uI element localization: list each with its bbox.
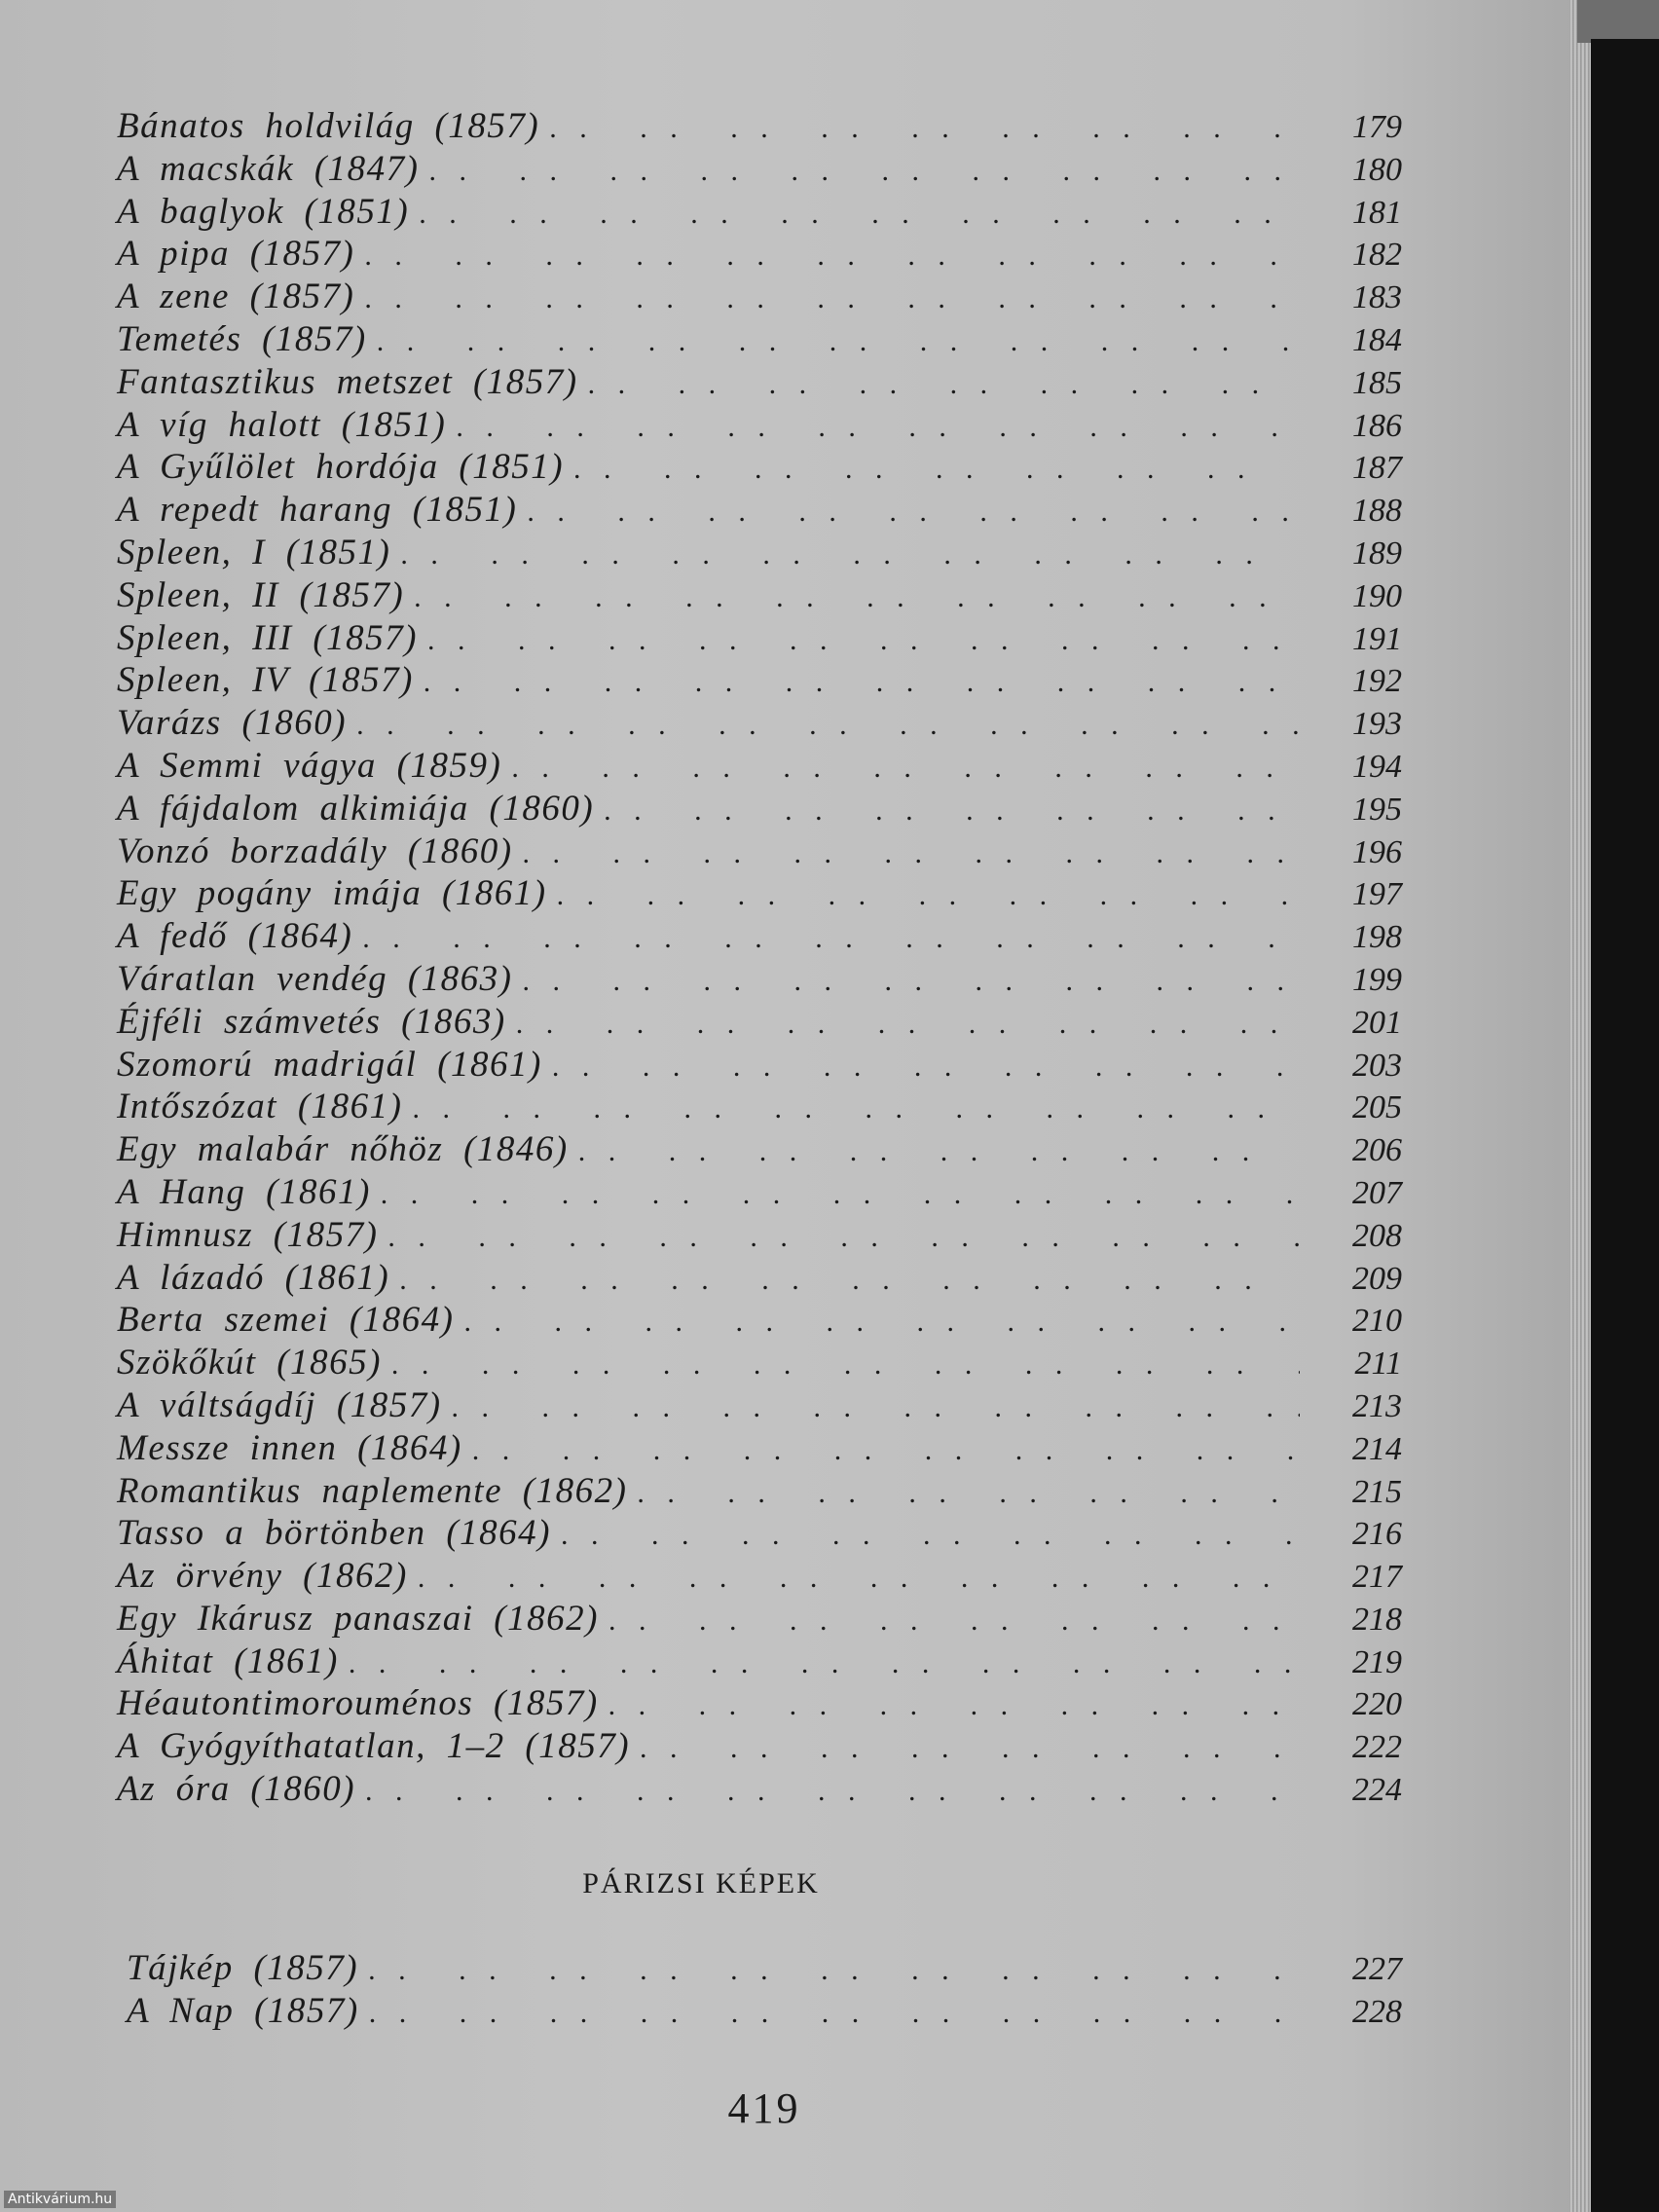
dot-leader [588, 368, 1300, 401]
book-cover-corner [1577, 0, 1659, 43]
toc-entry [117, 1257, 1402, 1300]
toc-entry [117, 1427, 1402, 1470]
toc-entry [117, 830, 1402, 873]
toc-entry-title: Egy malabár nőhöz (1846) [117, 1129, 569, 1170]
toc-entry [127, 1947, 1402, 1990]
dot-leader [522, 965, 1300, 998]
dot-leader [452, 1391, 1300, 1424]
toc-entry [117, 191, 1402, 234]
toc-entry-title: Romantikus naplemente (1862) [117, 1470, 628, 1511]
toc-entry-title: A víg halott (1851) [117, 404, 447, 445]
toc-entry-page: 188 [1352, 493, 1402, 530]
dot-leader [368, 1954, 1300, 1987]
toc-entry-title: A baglyok (1851) [117, 191, 410, 232]
toc-entry [117, 1641, 1402, 1683]
dot-leader [387, 1221, 1300, 1254]
toc-entry-page: 228 [1352, 1993, 1402, 2030]
toc-entry-page: 216 [1352, 1516, 1402, 1553]
toc-entry-page: 199 [1352, 961, 1402, 998]
dot-leader [362, 922, 1300, 955]
toc-entry-title: Fantasztikus metszet (1857) [117, 361, 578, 402]
toc-entry-page: 197 [1352, 876, 1402, 913]
dot-leader [399, 1264, 1300, 1297]
toc-entry [117, 617, 1402, 660]
toc-entry [117, 958, 1402, 1001]
watermark: Antikvárium.hu [4, 2191, 116, 2208]
toc-entry-title: Spleen, IV (1857) [117, 660, 414, 701]
toc-entry-page: 217 [1352, 1559, 1402, 1596]
toc-entry-page: 219 [1352, 1643, 1402, 1680]
toc-entry [117, 318, 1402, 361]
toc-entry-title: Temetés (1857) [117, 318, 367, 359]
toc-entry [117, 1044, 1402, 1087]
dot-leader [608, 1604, 1300, 1638]
toc-entry [117, 745, 1402, 788]
toc-entry-title: Spleen, I (1851) [117, 532, 391, 572]
dot-leader [400, 538, 1300, 571]
toc-entry [117, 361, 1402, 404]
toc-entry [117, 915, 1402, 958]
toc-entry-page: 211 [1354, 1346, 1402, 1382]
toc-entry-page: 181 [1352, 194, 1402, 231]
toc-entry [117, 1470, 1402, 1513]
dot-leader [364, 240, 1300, 273]
toc-entry [117, 1384, 1402, 1427]
toc-entry-title: Spleen, II (1857) [117, 574, 405, 615]
toc-entry-page: 213 [1352, 1387, 1402, 1424]
toc-entry [117, 532, 1402, 574]
toc-entry [117, 659, 1402, 702]
toc-entry-page: 189 [1352, 535, 1402, 571]
toc-entry [117, 233, 1402, 276]
toc-entry-page: 215 [1352, 1473, 1402, 1510]
toc-entry-page: 206 [1352, 1132, 1402, 1169]
dot-leader [527, 496, 1300, 529]
book-spine [1591, 39, 1659, 2212]
toc-entry [117, 489, 1402, 532]
toc-entry-page: 192 [1352, 663, 1402, 700]
toc-entry-title: Az örvény (1862) [117, 1556, 408, 1597]
dot-leader [549, 112, 1300, 145]
toc-entry-page: 182 [1352, 237, 1402, 274]
toc-entry-title: A lázadó (1861) [117, 1257, 390, 1298]
dot-leader [377, 325, 1300, 358]
dot-leader [511, 752, 1300, 785]
dot-leader [640, 1732, 1300, 1765]
toc-entry [117, 105, 1402, 148]
toc-entry-page: 208 [1352, 1217, 1402, 1254]
toc-entry-title: A macskák (1847) [117, 148, 420, 189]
toc-entry-title: A Semmi vágya (1859) [117, 745, 502, 786]
dot-leader [427, 624, 1300, 657]
toc-entry-title: Szomorú madrigál (1861) [117, 1044, 542, 1085]
dot-leader [464, 1306, 1301, 1339]
toc-entry [117, 1086, 1402, 1128]
toc-entry-title: A repedt harang (1851) [117, 490, 518, 531]
toc-entry [117, 1001, 1402, 1044]
toc-entry [117, 872, 1402, 915]
toc-entry-title: Spleen, III (1857) [117, 617, 418, 658]
toc-entry-page: 218 [1352, 1601, 1402, 1638]
toc-entry-page: 187 [1352, 450, 1402, 487]
dot-leader [557, 879, 1300, 912]
toc-entry-title: A fájdalom alkimiája (1860) [117, 788, 595, 829]
toc-entry [117, 148, 1402, 191]
dot-leader [578, 1135, 1300, 1168]
toc-entry-title: Az óra (1860) [117, 1769, 356, 1810]
toc-entry-title: Éjféli számvetés (1863) [117, 1001, 506, 1042]
dot-leader [412, 1092, 1300, 1125]
toc-entry-title: Szökőkút (1865) [117, 1343, 382, 1383]
toc-entry [117, 788, 1402, 830]
toc-entry [117, 1171, 1402, 1214]
toc-entry-title: Vonzó borzadály (1860) [117, 830, 513, 871]
dot-leader [472, 1434, 1300, 1467]
dot-leader [516, 1008, 1300, 1041]
table-of-contents [117, 105, 1402, 1811]
toc-entry [117, 1725, 1402, 1768]
toc-entry [127, 1990, 1402, 2033]
dot-leader [364, 282, 1300, 315]
dot-leader [552, 1051, 1300, 1084]
toc-entry-page: 195 [1352, 791, 1402, 828]
section-heading: PÁRIZSI KÉPEK [582, 1867, 820, 1899]
dot-leader [418, 1562, 1300, 1595]
toc-entry [117, 1682, 1402, 1725]
dot-leader [523, 837, 1300, 870]
dot-leader [428, 155, 1300, 188]
dot-leader [419, 198, 1300, 231]
toc-entry-page: 191 [1352, 620, 1402, 657]
dot-leader [356, 709, 1300, 742]
toc-entry-title: Héautontimorouménos (1857) [117, 1683, 599, 1724]
dot-leader [608, 1689, 1300, 1722]
toc-entry-page: 183 [1352, 279, 1402, 316]
dot-leader [604, 794, 1300, 828]
toc-entry-title: Himnusz (1857) [117, 1214, 379, 1255]
toc-entry-page: 184 [1352, 321, 1402, 358]
toc-entry-page: 180 [1352, 151, 1402, 188]
toc-entry-page: 210 [1352, 1303, 1402, 1340]
toc-entry [117, 574, 1402, 617]
toc-entry-title: Tasso a börtönben (1864) [117, 1513, 551, 1554]
dot-leader [573, 453, 1300, 486]
toc-entry [117, 446, 1402, 489]
toc-entry-title: Messze innen (1864) [117, 1427, 462, 1468]
toc-entry [117, 1214, 1402, 1257]
section-table-of-contents [127, 1947, 1402, 2033]
toc-entry-title: A Gyógyíthatatlan, 1–2 (1857) [117, 1726, 631, 1767]
dot-leader [561, 1519, 1300, 1552]
toc-entry [117, 1299, 1402, 1342]
dot-leader [381, 1178, 1300, 1211]
toc-entry [117, 1128, 1402, 1171]
toc-entry-page: 227 [1352, 1951, 1402, 1987]
page-stack-edge [1569, 0, 1591, 2212]
toc-entry-page: 198 [1352, 919, 1402, 956]
dot-leader [349, 1647, 1300, 1680]
dot-leader [369, 1997, 1300, 2030]
dot-leader [456, 411, 1300, 444]
dot-leader [365, 1775, 1300, 1808]
toc-entry-page: 201 [1352, 1004, 1402, 1041]
toc-entry [117, 1598, 1402, 1641]
toc-entry-page: 193 [1352, 706, 1402, 743]
toc-entry-page: 190 [1352, 577, 1402, 614]
toc-entry-page: 179 [1352, 109, 1402, 145]
toc-entry-page: 222 [1352, 1729, 1402, 1766]
toc-entry [117, 276, 1402, 318]
toc-entry [117, 1512, 1402, 1555]
toc-entry-title: Váratlan vendég (1863) [117, 958, 513, 999]
dot-leader [391, 1348, 1300, 1382]
toc-entry-page: 214 [1352, 1430, 1402, 1467]
toc-entry-title: Egy Ikárusz panaszai (1862) [117, 1598, 599, 1639]
toc-entry-page: 209 [1352, 1260, 1402, 1297]
toc-entry-title: Áhitat (1861) [117, 1641, 339, 1681]
toc-entry-page: 194 [1352, 748, 1402, 785]
toc-entry [117, 702, 1402, 745]
toc-entry-page: 220 [1352, 1686, 1402, 1723]
toc-entry-page: 186 [1352, 407, 1402, 444]
toc-entry-title: Intőszózat (1861) [117, 1087, 403, 1127]
toc-entry-page: 196 [1352, 833, 1402, 870]
toc-entry-title: Tájkép (1857) [127, 1948, 359, 1988]
toc-entry-title: A Nap (1857) [127, 1990, 359, 2031]
toc-entry [117, 1342, 1402, 1384]
toc-entry-title: A pipa (1857) [117, 234, 355, 275]
toc-entry [117, 404, 1402, 447]
toc-entry-title: A Hang (1861) [117, 1171, 371, 1212]
toc-entry-title: Bánatos holdvilág (1857) [117, 106, 540, 146]
page-number: 419 [727, 2084, 801, 2132]
toc-entry-title: Egy pogány imája (1861) [117, 873, 547, 914]
toc-entry-page: 203 [1352, 1047, 1402, 1084]
dot-leader [637, 1477, 1300, 1510]
toc-entry [117, 1555, 1402, 1598]
toc-entry-title: Varázs (1860) [117, 703, 348, 744]
dot-leader [424, 666, 1300, 699]
dot-leader [414, 581, 1300, 614]
toc-entry-page: 185 [1352, 364, 1402, 401]
toc-entry-title: A zene (1857) [117, 276, 355, 317]
toc-entry-title: A váltságdíj (1857) [117, 1384, 442, 1425]
toc-entry-page: 205 [1352, 1089, 1402, 1126]
toc-entry-page: 207 [1352, 1174, 1402, 1211]
toc-entry-title: A fedő (1864) [117, 916, 353, 957]
toc-entry-title: A Gyűlölet hordója (1851) [117, 447, 565, 488]
toc-entry-page: 224 [1352, 1772, 1402, 1809]
toc-entry [117, 1768, 1402, 1811]
toc-entry-title: Berta szemei (1864) [117, 1300, 455, 1341]
